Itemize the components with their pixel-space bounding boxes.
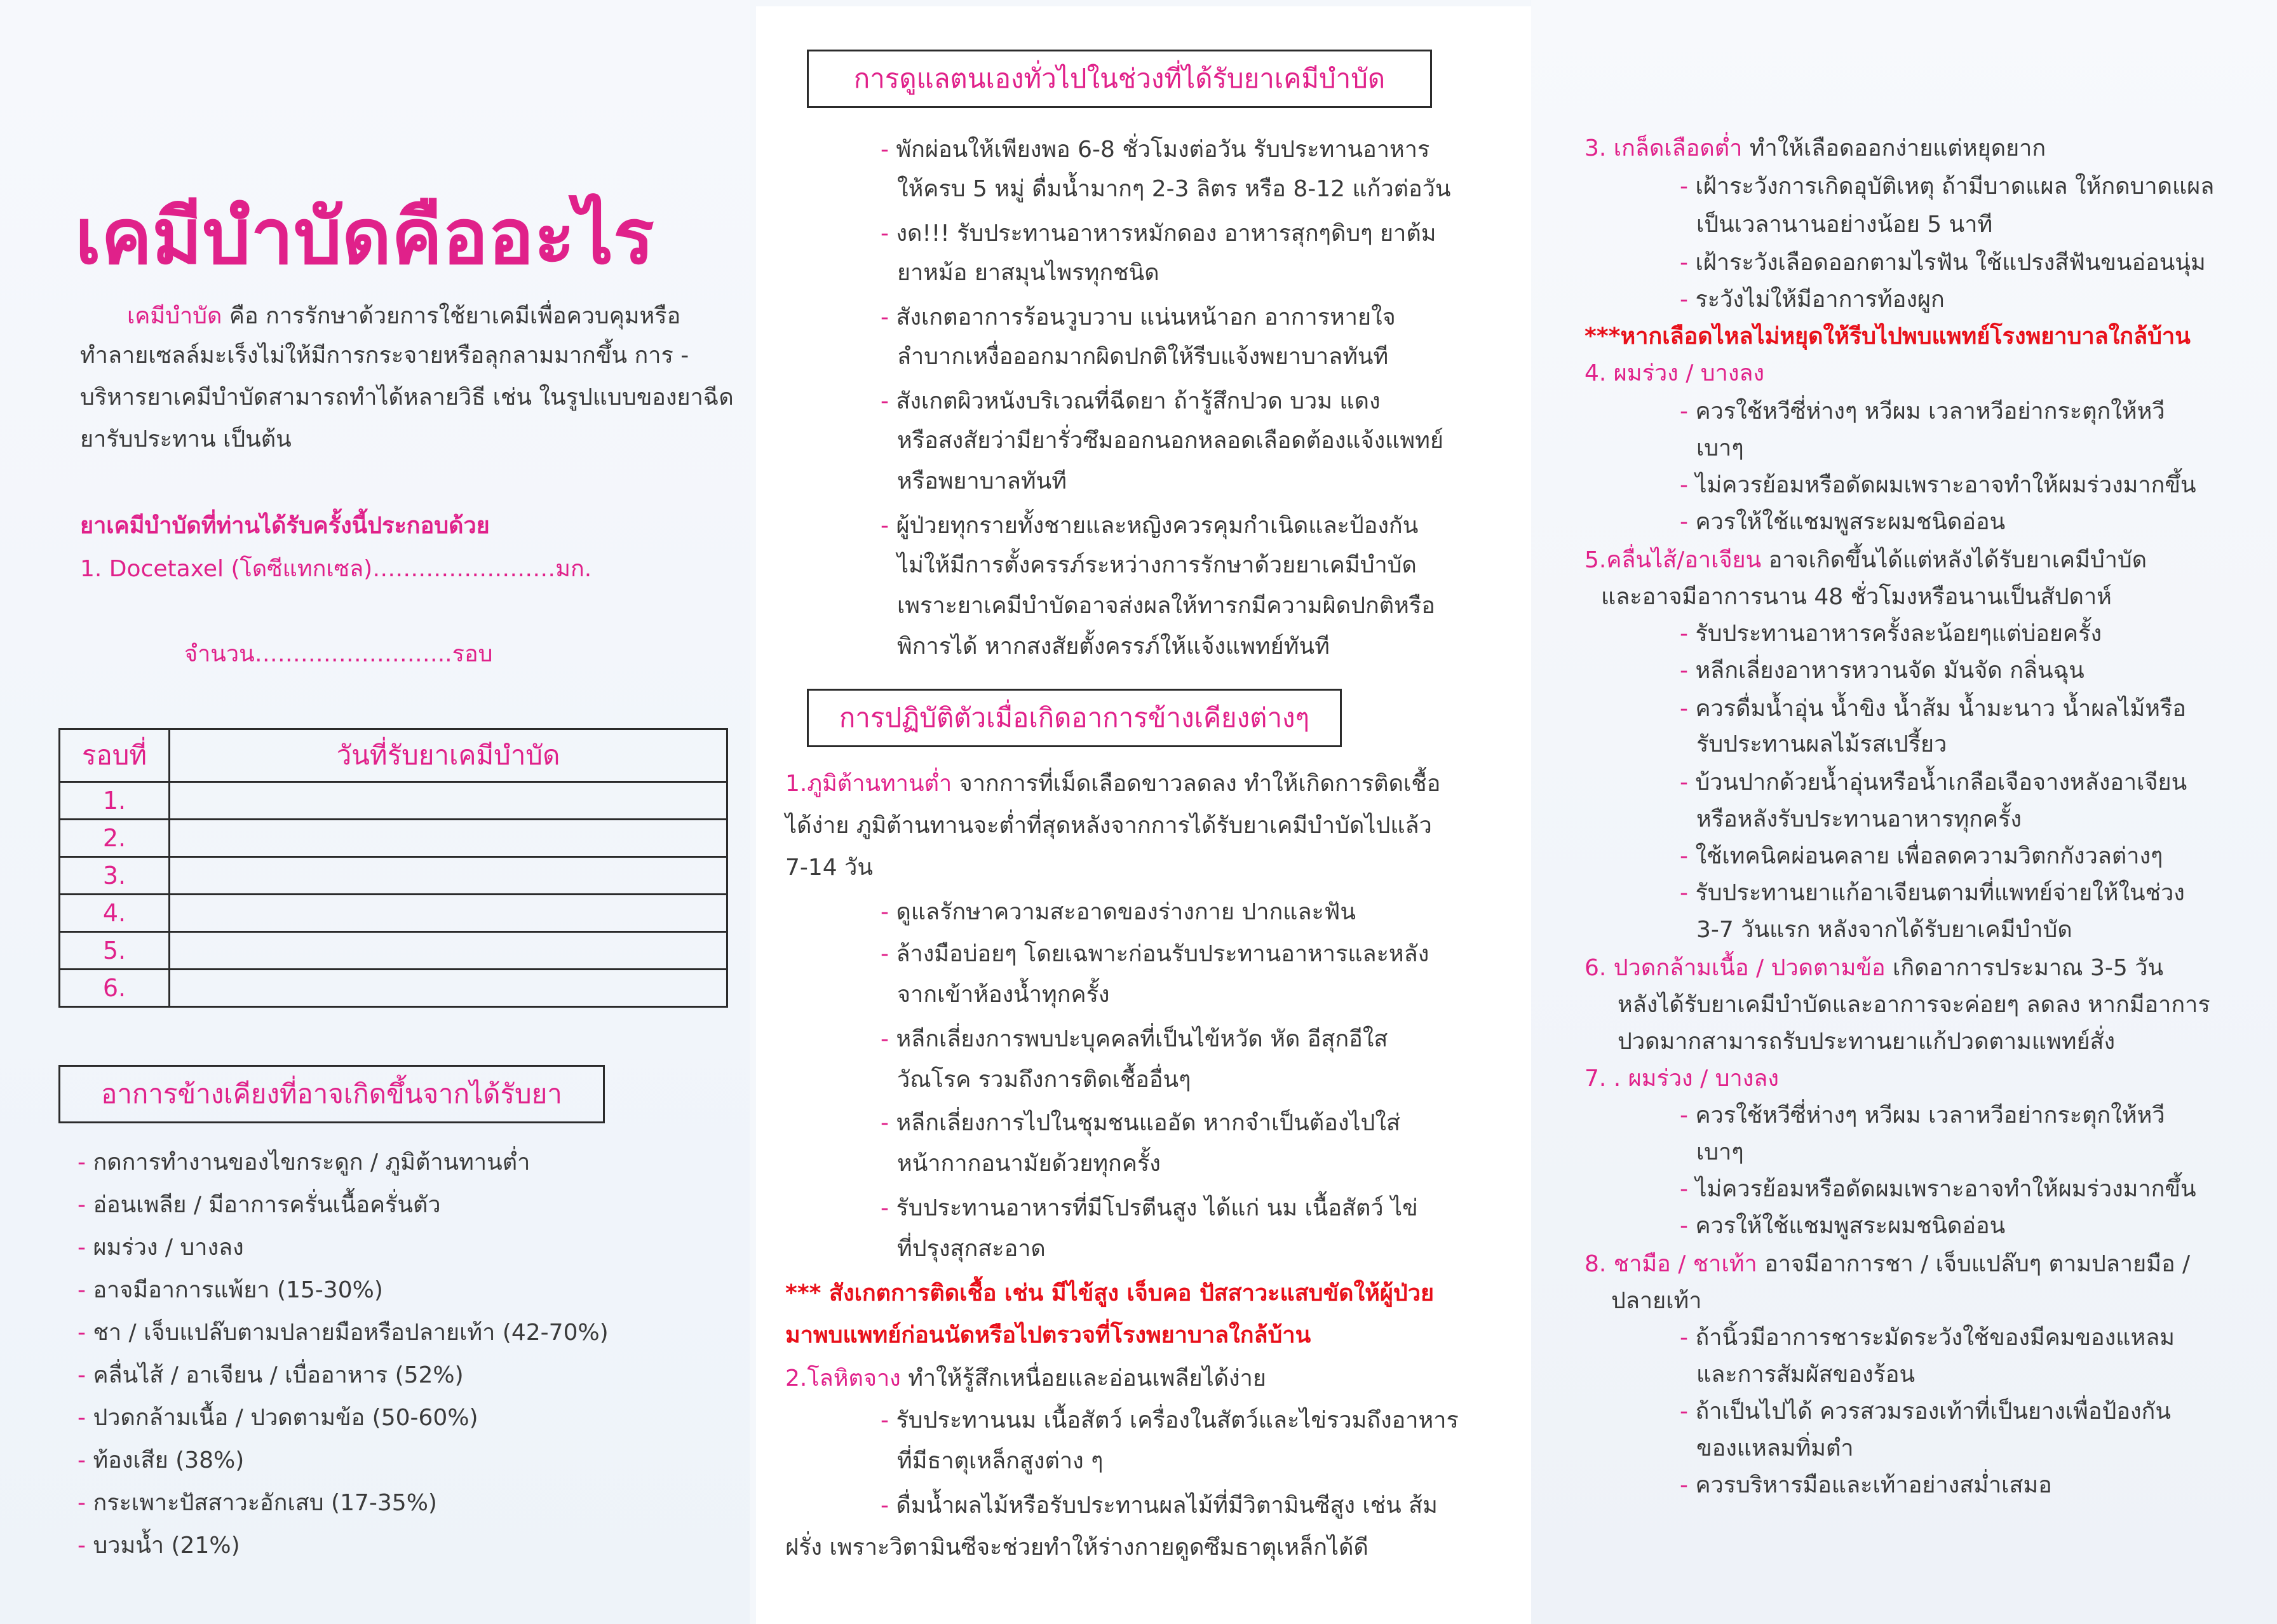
table-row xyxy=(60,970,727,1007)
section-3-line: 3. เกล็ดเลือดต่ำ ทำให้เลือดออกง่ายแต่หยุดยาก xyxy=(1584,135,2046,161)
drugs-heading: ยาเคมีบำบัดที่ท่านได้รับครั้งนี้ประกอบด้วย xyxy=(80,513,490,539)
cycle-number: 3. xyxy=(60,857,170,895)
section-2-title: 2.โลหิตจาง xyxy=(785,1365,901,1391)
intro-lead: เคมีบำบัด xyxy=(127,303,222,329)
date-cell[interactable] xyxy=(170,782,727,820)
list-item: - อาจมีอาการแพ้ยา (15-30%) xyxy=(78,1277,383,1303)
intro-line-4: ยารับประทาน เป็นต้น xyxy=(80,426,292,452)
list-item-cont: เพราะยาเคมีบำบัดอาจส่งผลให้ทารกมีความผิดปกติหรือ xyxy=(897,593,1435,619)
list-item-cont: ที่มีธาตุเหล็กสูงต่าง ๆ xyxy=(897,1448,1104,1474)
list-item: - กดการทำงานของไขกระดูก / ภูมิต้านทานต่ำ xyxy=(78,1149,530,1175)
list-item: - สังเกตอาการร้อนวูบวาบ แน่นหน้าอก อาการหายใจ xyxy=(881,304,1396,330)
section-8-line: 8. ชามือ / ชาเท้า อาจมีอาการชา / เจ็บแปล๊บๆ ตามปลายมือ / xyxy=(1584,1251,2191,1277)
date-cell[interactable] xyxy=(170,820,727,857)
list-item: - ควรดื่มน้ำอุ่น น้ำขิง น้ำส้ม น้ำมะนาว น้ำผลไม้หรือ xyxy=(1680,696,2186,722)
list-item-cont: หน้ากากอนามัยด้วยทุกครั้ง xyxy=(897,1151,1161,1177)
section-6-line-2: หลังได้รับยาเคมีบำบัดและอาการจะค่อยๆ ลดลง หากมีอาการ xyxy=(1618,992,2210,1018)
list-item-cont: ของแหลมทิ่มตำ xyxy=(1696,1435,1854,1461)
list-item: - ถ้าเป็นไปได้ ควรสวมรองเท้าที่เป็นยางเพื่อป้องกัน xyxy=(1680,1398,2171,1424)
list-item-cont: จากเข้าห้องน้ำทุกครั้ง xyxy=(897,982,1110,1008)
list-item: - อ่อนเพลีย / มีอาการครั่นเนื้อครั่นตัว xyxy=(78,1192,441,1218)
list-item: - ดูแลรักษาความสะอาดของร่างกาย ปากและฟัน xyxy=(881,899,1356,925)
section-2-last-cont: ฝรั่ง เพราะวิตามินซีจะช่วยทำให้ร่างกายดูดซึมธาตุเหล็กได้ดี xyxy=(785,1534,1368,1560)
list-item-cont: ที่ปรุงสุกสะอาด xyxy=(897,1236,1046,1262)
cycle-number: 4. xyxy=(60,895,170,932)
list-item: - ควรให้ใช้แชมพูสระผมชนิดอ่อน xyxy=(1680,1213,2006,1239)
list-item-cont: และการสัมผัสของร้อน xyxy=(1696,1362,1916,1388)
list-item-cont: เบาๆ xyxy=(1696,1139,1744,1165)
list-item: - ผมร่วง / บางลง xyxy=(78,1235,244,1261)
intro-line-2: ทำลายเซลล์มะเร็งไม่ให้มีการกระจายหรือลุกลามมากขึ้น การ - xyxy=(80,342,689,369)
section-8-line-2: ปลายเท้า xyxy=(1611,1288,1702,1314)
side-effects-heading: อาการข้างเคียงที่อาจเกิดขึ้นจากได้รับยา xyxy=(58,1065,605,1123)
right-panel xyxy=(1531,0,2277,1624)
list-item-cont: เป็นเวลานานอย่างน้อย 5 นาที xyxy=(1696,212,1993,238)
list-item: - ปวดกล้ามเนื้อ / ปวดตามข้อ (50-60%) xyxy=(78,1405,478,1431)
section-7-title: 7. . ผมร่วง / บางลง xyxy=(1584,1066,1779,1092)
list-item: - ควรใช้หวีซี่ห่างๆ หวีผม เวลาหวีอย่ากระตุกให้หวี xyxy=(1680,398,2165,424)
section-1-line-2: ได้ง่าย ภูมิต้านทานจะต่ำที่สุดหลังจากการได้รับยาเคมีบำบัดไปแล้ว xyxy=(785,813,1432,839)
list-item: - ควรให้ใช้แชมพูสระผมชนิดอ่อน xyxy=(1680,509,2006,535)
intro-line-1 xyxy=(127,297,680,335)
table-row xyxy=(60,932,727,970)
list-item: - ไม่ควรย้อมหรือดัดผมเพราะอาจทำให้ผมร่วงมากขึ้น xyxy=(1680,1176,2196,1202)
list-item: - พักผ่อนให้เพียงพอ 6-8 ชั่วโมงต่อวัน รับประทานอาหาร xyxy=(881,137,1430,163)
section-6-line: 6. ปวดกล้ามเนื้อ / ปวดตามข้อ เกิดอาการประมาณ 3-5 วัน xyxy=(1584,955,2164,981)
intro-text: คือ การรักษาด้วยการใช้ยาเคมีเพื่อควบคุมหรือ xyxy=(229,303,681,329)
section-2-line: 2.โลหิตจาง ทำให้รู้สึกเหนื่อยและอ่อนเพลียได้ง่าย xyxy=(785,1365,1266,1391)
list-item: - ชา / เจ็บแปล๊บตามปลายมือหรือปลายเท้า (42-70%) xyxy=(78,1320,609,1346)
date-cell[interactable] xyxy=(170,970,727,1007)
list-item: - เฝ้าระวังเลือดออกตามไรฟัน ใช้แปรงสีฟันขนอ่อนนุ่ม xyxy=(1680,250,2206,276)
infection-warning-line-2: มาพบแพทย์ก่อนนัดหรือไปตรวจที่โรงพยาบาลใกล้บ้าน xyxy=(785,1322,1311,1348)
list-item-cont: หรือพยาบาลทันที xyxy=(897,468,1067,494)
list-item: - หลีกเลี่ยงการไปในชุมชนแออัด หากจำเป็นต้องไปใส่ xyxy=(881,1110,1400,1136)
date-cell[interactable] xyxy=(170,932,727,970)
list-item: - บ้วนปากด้วยน้ำอุ่นหรือน้ำเกลือเจือจางหลังอาเจียน xyxy=(1680,769,2187,795)
list-item: - รับประทานยาแก้อาเจียนตามที่แพทย์จ่ายให้ในช่วง xyxy=(1680,880,2185,906)
list-item-cont: ให้ครบ 5 หมู่ ดื่มน้ำมากๆ 2-3 ลิตร หรือ 8-12 แก้วต่อวัน xyxy=(897,176,1451,202)
section-1-line-1: 1.ภูมิต้านทานต่ำ จากการที่เม็ดเลือดขาวลดลง ทำให้เกิดการติดเชื้อ xyxy=(785,771,1441,797)
table-header-row xyxy=(60,729,727,782)
table-row xyxy=(60,857,727,895)
list-item: - รับประทานอาหารที่มีโปรตีนสูง ได้แก่ นม เนื้อสัตว์ ไข่ xyxy=(881,1195,1418,1221)
table-header-cycle: รอบที่ xyxy=(60,729,170,782)
list-item: - ล้างมือบ่อยๆ โดยเฉพาะก่อนรับประทานอาหารและหลัง xyxy=(881,941,1429,967)
section-3-title: 3. เกล็ดเลือดต่ำ xyxy=(1584,135,1743,161)
list-item: - บวมน้ำ (21%) xyxy=(78,1533,240,1559)
bleeding-warning: ***หากเลือดไหลไม่หยุดให้รีบไปพบแพทย์โรงพยาบาลใกล้บ้าน xyxy=(1584,323,2191,349)
middle-panel xyxy=(756,6,1531,1624)
list-item: - กระเพาะปัสสาวะอักเสบ (17-35%) xyxy=(78,1490,437,1516)
date-cell[interactable] xyxy=(170,857,727,895)
list-item: - ดื่มน้ำผลไม้หรือรับประทานผลไม้ที่มีวิตามินซีสูง เช่น ส้ม xyxy=(881,1492,1438,1519)
list-item: - รับประทานนม เนื้อสัตว์ เครื่องในสัตว์และไข่รวมถึงอาหาร xyxy=(881,1407,1459,1433)
list-item-cont: หรือสงสัยว่ามียารั่วซึมออกนอกหลอดเลือดต้องแจ้งแพทย์ xyxy=(897,428,1443,454)
list-item-cont: 3-7 วันแรก หลังจากได้รับยาเคมีบำบัด xyxy=(1696,917,2072,943)
list-item-cont: รับประทานผลไม้รสเปรี้ยว xyxy=(1696,731,1947,757)
intro-line-3: บริหารยาเคมีบำบัดสามารถทำได้หลายวิธี เช่น ในรูปแบบของยาฉีด xyxy=(80,384,734,410)
section-5-title: 5.คลื่นไส้/อาเจียน xyxy=(1584,547,1762,573)
list-item: - หลีกเลี่ยงการพบปะบุคคลที่เป็นไข้หวัด หัด อีสุกอีใส xyxy=(881,1026,1388,1052)
list-item-cont: วัณโรค รวมถึงการติดเชื้ออื่นๆ xyxy=(897,1067,1191,1093)
section-5-line: 5.คลื่นไส้/อาเจียน อาจเกิดขึ้นได้แต่หลังได้รับยาเคมีบำบัด xyxy=(1584,547,2147,573)
section-1-line-3: 7-14 วัน xyxy=(785,855,873,881)
list-item: - ผู้ป่วยทุกรายทั้งชายและหญิงควรคุมกำเนิดและป้องกัน xyxy=(881,513,1419,539)
list-item: - ระวังไม่ให้มีอาการท้องผูก xyxy=(1680,287,1945,313)
table-row xyxy=(60,820,727,857)
date-cell[interactable] xyxy=(170,895,727,932)
list-item: - เฝ้าระวังการเกิดอุบัติเหตุ ถ้ามีบาดแผล ให้กดบาดแผล xyxy=(1680,173,2215,200)
list-item: - ใช้เทคนิคผ่อนคลาย เพื่อลดความวิตกกังวลต่างๆ xyxy=(1680,843,2163,869)
list-item-cont: ไม่ให้มีการตั้งครรภ์ระหว่างการรักษาด้วยยาเคมีบำบัด xyxy=(897,552,1417,578)
table-header-date: วันที่รับยาเคมีบำบัด xyxy=(170,729,727,782)
list-item-cont: ลำบากเหงื่อออกมากผิดปกติให้รีบแจ้งพยาบาลทันที xyxy=(897,344,1389,370)
list-item-cont: หรือหลังรับประทานอาหารทุกครั้ง xyxy=(1696,806,2022,832)
list-item: - ควรใช้หวีซี่ห่างๆ หวีผม เวลาหวีอย่ากระตุกให้หวี xyxy=(1680,1102,2165,1128)
cycles-field: จำนวน……………………..รอบ xyxy=(184,641,493,667)
cycle-number: 1. xyxy=(60,782,170,820)
practice-heading: การปฏิบัติตัวเมื่อเกิดอาการข้างเคียงต่างๆ xyxy=(807,689,1342,747)
list-item: - หลีกเลี่ยงอาหารหวานจัด มันจัด กลิ่นฉุน xyxy=(1680,658,2084,684)
drug-item-1: 1. Docetaxel (โดซีแทกเซล)……………………มก. xyxy=(80,556,592,582)
cycle-date-table xyxy=(58,728,728,1008)
list-item-cont: เบาๆ xyxy=(1696,435,1744,461)
table-row xyxy=(60,782,727,820)
list-item: - สังเกตผิวหนังบริเวณที่ฉีดยา ถ้ารู้สึกปวด บวม แดง xyxy=(881,388,1381,414)
list-item: - งด!!! รับประทานอาหารหมักดอง อาหารสุกๆดิบๆ ยาต้ม xyxy=(881,220,1436,247)
cycle-number: 6. xyxy=(60,970,170,1007)
section-1-title: 1.ภูมิต้านทานต่ำ xyxy=(785,771,952,797)
table-row xyxy=(60,895,727,932)
cycle-number: 5. xyxy=(60,932,170,970)
list-item: - ควรบริหารมือและเท้าอย่างสม่ำเสมอ xyxy=(1680,1472,2052,1498)
section-6-title: 6. ปวดกล้ามเนื้อ / ปวดตามข้อ xyxy=(1584,955,1886,981)
left-panel xyxy=(0,0,750,1624)
section-6-line-3: ปวดมากสามารถรับประทานยาแก้ปวดตามแพทย์สั่ง xyxy=(1618,1029,2116,1055)
list-item-cont: พิการได้ หากสงสัยตั้งครรภ์ให้แจ้งแพทย์ทันที xyxy=(897,633,1330,660)
list-item: - ท้องเสีย (38%) xyxy=(78,1447,245,1473)
section-5-line-2: และอาจมีอาการนาน 48 ชั่วโมงหรือนานเป็นสัปดาห์ xyxy=(1601,584,2112,610)
list-item: - ไม่ควรย้อมหรือดัดผมเพราะอาจทำให้ผมร่วงมากขึ้น xyxy=(1680,472,2196,498)
list-item-cont: ยาหม้อ ยาสมุนไพรทุกชนิด xyxy=(897,260,1159,286)
section-4-title: 4. ผมร่วง / บางลง xyxy=(1584,360,1765,386)
list-item: - ถ้านิ้วมีอาการชาระมัดระวังใช้ของมีคมของแหลม xyxy=(1680,1325,2175,1351)
page-title: เคมีบำบัดคืออะไร xyxy=(75,193,654,281)
cycle-number: 2. xyxy=(60,820,170,857)
list-item: - รับประทานอาหารครั้งละน้อยๆแต่บ่อยครั้ง xyxy=(1680,621,2102,647)
infection-warning-line-1: *** สังเกตการติดเชื้อ เช่น มีไข้สูง เจ็บคอ ปัสสาวะแสบขัดให้ผู้ป่วย xyxy=(785,1280,1435,1306)
selfcare-heading: การดูแลตนเองทั่วไปในช่วงที่ได้รับยาเคมีบำบัด xyxy=(807,50,1432,108)
list-item: - คลื่นไส้ / อาเจียน / เบื่ออาหาร (52%) xyxy=(78,1362,464,1388)
section-8-title: 8. ชามือ / ชาเท้า xyxy=(1584,1251,1757,1277)
